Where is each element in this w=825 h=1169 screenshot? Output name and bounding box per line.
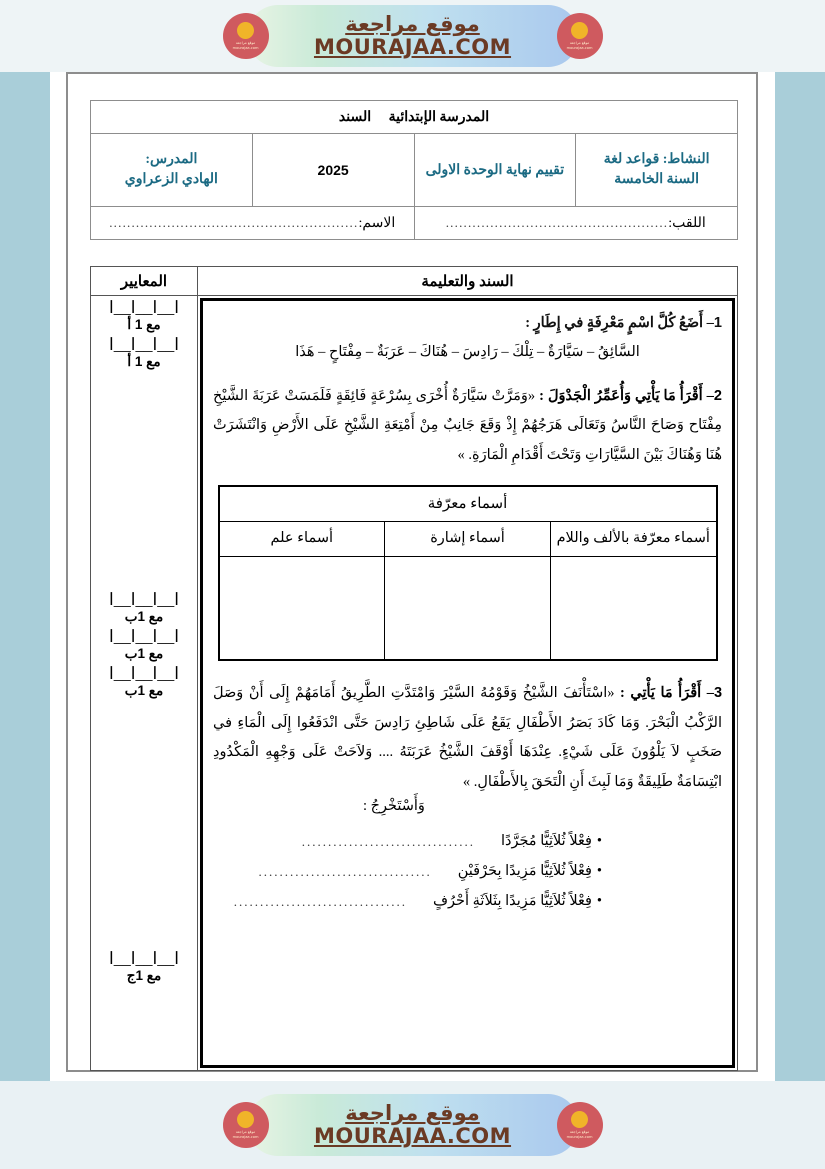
logo-dot-icon	[571, 1111, 588, 1128]
criteria-scale-marks: ا__ا__ا__ا	[109, 590, 179, 609]
exercise-1-instruction: 1– أَضَعُ كُلَّ اسْمٍ مَعْرِفَةٍ في إِطَارٍ :	[525, 315, 722, 331]
teacher-name: الهادي الزعراوي	[124, 172, 218, 187]
mourajaa-logo-icon-right	[557, 13, 603, 59]
answer-blank-proper[interactable]	[219, 556, 385, 660]
name-dots: ........................................................	[109, 214, 359, 230]
definite-nouns-table	[218, 485, 718, 661]
exercise-2-block: 2– أَقْرَأُ مَا يَأْتِي وَأُعَمِّرُ الْجَدْوَلَ : «وَمَرَّتْ سَيَّارَةٌ أُخْرَى بِسُرْعَةٍ فَائِقَةٍ فَلَمَسَتْ عَرَبَةَ الشَّيْخِ مِفْتَاح وَصَاحَ النَّاسُ وَتَعَالَى هَرَجُهُمْ إِذْ وَقَعَ جَانِبٌ مِنْ أَمْتِعَةِ الشَّيْخِ عَلَى الأَرْضِ وَانْتَشَرَتْ هُنَا وَهُنَاكَ بَيْنَ السَّيَّارَاتِ وَتَحْتَ أَقْدَامِ الْمَارَةِ. »	[213, 387, 722, 464]
promo-text	[314, 1102, 511, 1147]
criteria-label: مع 1ب	[124, 609, 164, 624]
bottom-promo-banner	[0, 1081, 825, 1169]
bullet-icon: •	[596, 832, 602, 849]
list-item-label: فِعْلاً ثُلاَثِيًّا مُجَرَّدًا	[500, 832, 592, 849]
criteria-item-1b-third[interactable]	[91, 662, 197, 699]
answers-column-al: أسماء معرّفة بالألف واللام	[551, 521, 717, 556]
criteria-item-1b-first[interactable]	[91, 588, 197, 625]
top-promo-banner	[0, 0, 825, 72]
evaluation-label: تقييم نهاية الوحدة الاولى	[425, 162, 565, 178]
surname-label: اللقب:	[668, 215, 706, 231]
list-item	[213, 863, 722, 880]
criteria-label: مع 1ب	[124, 683, 164, 698]
exercise-3-answer-list	[213, 833, 722, 910]
bullet-icon: •	[596, 862, 602, 879]
page-content	[90, 100, 738, 1071]
school-name: المدرسة الإبتدائية	[388, 109, 490, 125]
criteria-scale-marks: ا__ا__ا__ا	[109, 664, 179, 683]
exercise-1-word-list: السَّائِقُ – سَيَّارَةٌ – تِلْكَ – رَادِسَ – هُنَاكَ – عَرَبَةٌ – مِفْتَاحٍ – هَذَا	[295, 344, 640, 361]
exercise-2-number: 2	[713, 387, 722, 404]
list-item	[213, 833, 722, 850]
school-title-cell	[91, 101, 738, 134]
promo-domain-label: MOURAJAA.COM	[313, 1124, 512, 1148]
exercise-table	[90, 266, 738, 1071]
logo-dot-icon	[237, 22, 254, 39]
promo-inner	[217, 5, 609, 67]
answers-column-proper: أسماء علم	[219, 521, 385, 556]
bullet-icon: •	[596, 892, 602, 909]
list-item-label: فِعْلاً ثُلاَثِيًّا مَزِيدًا بِحَرْفَيْنِ	[457, 862, 592, 879]
criteria-scale-marks: ا__ا__ا__ا	[109, 335, 179, 354]
exercise-2-passage: «وَمَرَّتْ سَيَّارَةٌ أُخْرَى بِسُرْعَةٍ فَائِقَةٍ فَلَمَسَتْ عَرَبَةَ الشَّيْخِ مِفْتَاح وَصَاحَ النَّاسُ وَتَعَالَى هَرَجُهُمْ إِذْ وَقَعَ جَانِبٌ مِنْ أَمْتِعَةِ الشَّيْخِ عَلَى الأَرْضِ وَانْتَشَرَتْ هُنَا وَهُنَاكَ بَيْنَ السَّيَّارَاتِ وَتَحْتَ أَقْدَامِ الْمَارَةِ. »	[213, 387, 722, 464]
criteria-scale-marks: ا__ا__ا__ا	[109, 298, 179, 317]
criteria-item-1a-second[interactable]	[91, 333, 197, 370]
answers-group-row	[219, 486, 717, 522]
criteria-label: مع 1ج	[126, 968, 162, 983]
activity-label: النشاط: قواعد لغة	[603, 151, 710, 167]
promo-arabic-label: موقع مراجعة	[345, 1101, 480, 1126]
exercise-3-block: 3– أَقْرَأُ مَا يَأْتِي : «اسْتَأْنَفَ الشَّيْخُ وَقَوْمُهُ السَّيْرَ وَامْتَدَّتِ الطَّرِيقُ أَمَامَهُمْ إِلَى أَنْ وَصَلَ الرَّكْبُ الْبَحْرَ. وَمَا كَادَ بَصَرُ الأَطْفَالِ يَقَعُ عَلَى شَاطِئِ رَادِسَ حَتَّى انْدَفَعُوا إِلَى الْمَاءِ في صَخَبٍ لاَ يَلْوُونَ عَلَى شَيْءٍ. عِنْدَهَا أَوْقَفَ الشَّيْخُ عَرَبَتَهُ .... وَلاَحَتْ عَلَى وَجْهِهِ الْمَكْدُودِ ابْتِسَامَةٌ طَلِيقَةٌ وَمَا لَبِثَ أَنِ الْتَحَقَ بِالأَطْفَالِ. »	[213, 684, 723, 791]
answer-blank-al[interactable]	[551, 556, 717, 660]
level-label: السنة الخامسة	[614, 172, 700, 187]
promo-arabic-label: موقع مراجعة	[345, 12, 480, 37]
surname-dots: ..................................................	[445, 214, 669, 230]
criteria-label: مع 1 أ	[127, 317, 161, 332]
answer-dots[interactable]: .................................	[301, 833, 475, 849]
criteria-scale-marks: ا__ا__ا__ا	[109, 627, 179, 646]
criteria-spacer	[91, 699, 197, 947]
answer-dots[interactable]: .................................	[258, 863, 432, 879]
name-field-cell[interactable]	[91, 207, 415, 240]
teacher-label: المدرس:	[145, 151, 198, 167]
promo-text	[314, 13, 511, 58]
list-item-label: فِعْلاً ثُلاَثِيًّا مَزِيدًا بِثَلاَثَةِ أَحْرُفٍ	[432, 892, 592, 909]
activity-cell	[576, 134, 738, 207]
criteria-item-1c[interactable]	[91, 947, 197, 984]
mourajaa-logo-icon-left	[223, 1102, 269, 1148]
criteria-scale-marks: ا__ا__ا__ا	[109, 949, 179, 968]
answer-blank-demonstrative[interactable]	[385, 556, 551, 660]
exercise-3	[213, 679, 722, 910]
criteria-column-header: المعايير	[91, 267, 198, 296]
meta-row	[91, 134, 738, 207]
mourajaa-logo-icon-left	[223, 13, 269, 59]
worksheet-page	[50, 72, 775, 1081]
promo-domain-label: MOURAJAA.COM	[313, 35, 512, 59]
criteria-item-1a-first[interactable]	[91, 296, 197, 333]
exercise-3-passage: «اسْتَأْنَفَ الشَّيْخُ وَقَوْمُهُ السَّيْرَ وَامْتَدَّتِ الطَّرِيقُ أَمَامَهُمْ إِلَى أَنْ وَصَلَ الرَّكْبُ الْبَحْرَ. وَمَا كَادَ بَصَرُ الأَطْفَالِ يَقَعُ عَلَى شَاطِئِ رَادِسَ حَتَّى انْدَفَعُوا إِلَى الْمَاءِ في صَخَبٍ لاَ يَلْوُونَ عَلَى شَيْءٍ. عِنْدَهَا أَوْقَفَ الشَّيْخُ عَرَبَتَهُ .... وَلاَحَتْ عَلَى وَجْهِهِ الْمَكْدُودِ ابْتِسَامَةٌ طَلِيقَةٌ وَمَا لَبِثَ أَنِ الْتَحَقَ بِالأَطْفَالِ. »	[213, 684, 722, 791]
criteria-label: مع 1ب	[124, 646, 164, 661]
content-cell	[198, 296, 738, 1071]
list-item	[213, 893, 722, 910]
year-cell: 2025	[252, 134, 414, 207]
answers-group-header: أسماء معرّفة	[219, 486, 717, 522]
exercise-table-body-row	[91, 296, 738, 1071]
teacher-cell	[91, 134, 253, 207]
exercise-1-instruction-text: أَضَعُ كُلَّ اسْمٍ مَعْرِفَةٍ في إِطَارٍ :	[525, 315, 704, 331]
criteria-cell	[91, 296, 198, 1071]
logo-caption: موقع مراجعة mourajaa.com	[566, 1130, 593, 1139]
answers-column-row	[219, 521, 717, 556]
surname-field-cell[interactable]	[414, 207, 738, 240]
criteria-label: مع 1 أ	[127, 354, 161, 369]
exercise-2-instruction-text: أَقْرَأُ مَا يَأْتِي وَأُعَمِّرُ الْجَدْوَلَ :	[539, 387, 703, 404]
exercise-table-header-row	[91, 267, 738, 296]
answer-dots[interactable]: .................................	[233, 893, 407, 909]
evaluation-cell	[414, 134, 576, 207]
content-column-header: السند والتعليمة	[198, 267, 738, 296]
logo-dot-icon	[237, 1111, 254, 1128]
criteria-stack	[91, 296, 197, 984]
exercise-1-number: 1	[713, 315, 722, 331]
school-row	[91, 101, 738, 134]
document-type: السند	[338, 109, 372, 125]
answers-blank-row	[219, 556, 717, 660]
exercise-3-number: 3	[713, 684, 723, 701]
mourajaa-logo-icon-right	[557, 1102, 603, 1148]
logo-dot-icon	[571, 22, 588, 39]
logo-caption: موقع مراجعة mourajaa.com	[232, 41, 259, 50]
logo-caption: موقع مراجعة mourajaa.com	[566, 41, 593, 50]
content-inner-box	[200, 298, 735, 1068]
exercise-1	[213, 309, 722, 368]
criteria-spacer	[91, 370, 197, 588]
exercise-3-instruction-text: أَقْرَأُ مَا يَأْتِي :	[620, 684, 702, 701]
exercise-2	[213, 382, 722, 661]
criteria-item-1b-second[interactable]	[91, 625, 197, 662]
identity-header-table	[90, 100, 738, 240]
student-name-row	[91, 207, 738, 240]
logo-caption: موقع مراجعة mourajaa.com	[232, 1130, 259, 1139]
exercise-3-sub-instruction: وَأَسْتَخْرِجُ :	[363, 797, 425, 814]
answers-column-demonstrative: أسماء إشارة	[385, 521, 551, 556]
promo-inner	[217, 1094, 609, 1156]
name-label: الاسم:	[358, 215, 396, 231]
